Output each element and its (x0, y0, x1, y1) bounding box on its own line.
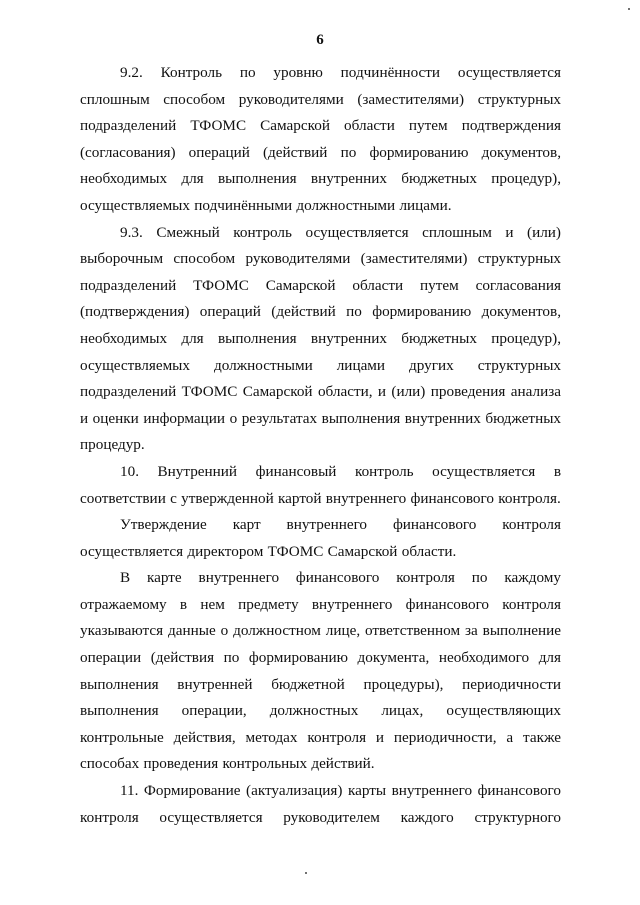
scan-speck (628, 8, 630, 10)
paragraph-map-contents: В карте внутреннего финансового контроля по каждому отражаемому в нем предмету внутреннего финансового контроля указываются данные о должностном лице, ответственном за выполнение операции (действия по формированию документа, необходимого для выполнения внутренней бюджетной процедуры), периодичности выполнения операции, должностных лицах, осуществляющих контрольные действия, методах контроля и периодичности, а также способах проведения контрольных действий. (80, 569, 561, 773)
page-number: 6 (316, 32, 324, 48)
paragraph-10: 10. Внутренний финансовый контроль осуществляется в соответствии с утвержденной картой внутреннего финансового контроля. (80, 462, 561, 507)
scan-speck (305, 872, 307, 874)
paragraph-9-2: 9.2. Контроль по уровню подчинённости осуществляется сплошным способом руководителями (заместителями) структурных подразделений ТФОМС Самарской области путем подтверждения (согласования) операций (действий по формированию документов, необходимых для выполнения внутренних бюджетных процедур), осуществляемых подчинёнными должностными лицами. (80, 64, 561, 214)
paragraph-9-3: 9.3. Смежный контроль осуществляется сплошным и (или) выборочным способом руководителями (заместителями) структурных подразделений ТФОМС Самарской области путем согласования (подтверждения) операций (действий по формированию документов, необходимых для выполнения внутренних бюджетных процедур), осуществляемых должностными лицами других структурных подразделений ТФОМС Самарской области, и (или) проведения анализа и оценки информации о результатах выполнения внутренних бюджетных процедур. (80, 223, 561, 454)
document-body (80, 60, 561, 831)
paragraph-11: 11. Формирование (актуализация) карты внутреннего финансового контроля осуществляется руководителем каждого структурного (80, 782, 561, 826)
paragraph-approval: Утверждение карт внутреннего финансового контроля осуществляется директором ТФОМС Самарской области. (80, 516, 561, 560)
